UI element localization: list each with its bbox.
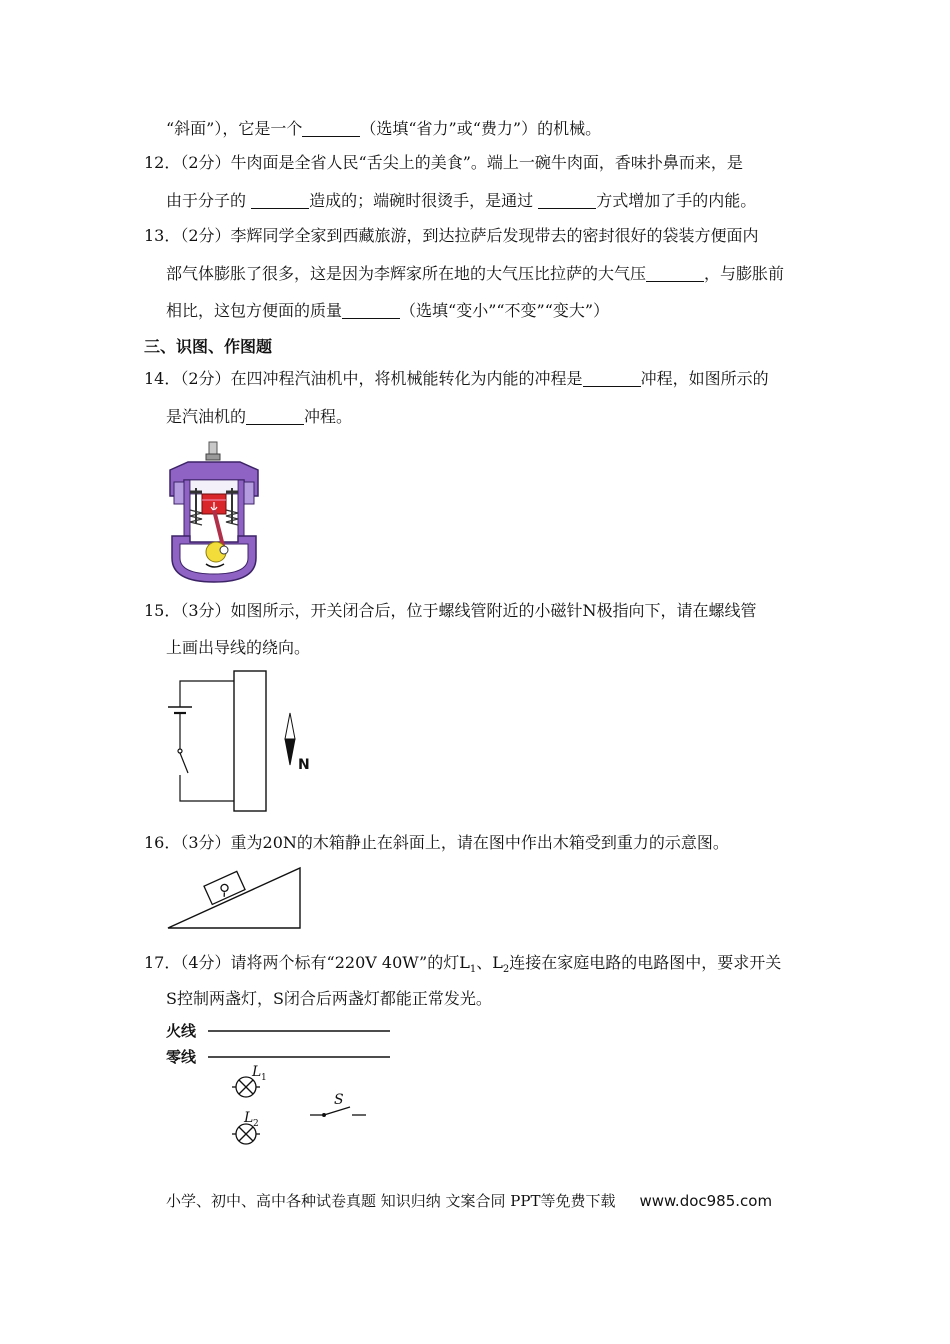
- q11-text-after: （选填“省力”或“费力”）的机械。: [360, 119, 602, 138]
- q15-line2: 上画出导线的绕向。: [166, 638, 311, 657]
- question-number: 17．: [144, 953, 181, 972]
- q17-line1: [144, 952, 781, 981]
- q13-text: （2分）李辉同学全家到西藏旅游，到达拉萨后发现带去的密封很好的袋装方便面内: [180, 226, 759, 245]
- incline-figure: [164, 860, 306, 932]
- lamp-l1-ref: L: [459, 953, 470, 972]
- q12-text-b: 造成的；端碗时很烫手，是通过: [309, 191, 539, 210]
- q17-text-a: （4分）请将两个标有“220V 40W”的灯: [180, 953, 460, 972]
- answer-blank: [646, 265, 704, 282]
- answer-blank: [302, 120, 360, 137]
- q12-text: （2分）牛肉面是全省人民“舌尖上的美食”。端上一碗牛肉面，香味扑鼻而来，是: [180, 153, 743, 172]
- lamp-l2: [232, 1110, 260, 1144]
- q13-line1: [144, 225, 759, 247]
- q14-line1: [144, 368, 769, 390]
- question-number: 14．: [144, 369, 181, 388]
- engine-cylinder-figure: [166, 440, 262, 584]
- question-number: 15．: [144, 601, 181, 620]
- separator: 、: [476, 953, 493, 972]
- lamp-l1-label-sub: 1: [261, 1073, 267, 1083]
- lamp-l2-ref: L: [492, 953, 503, 972]
- answer-blank: [538, 192, 596, 209]
- q11-line: [166, 118, 601, 140]
- question-number: 13．: [144, 226, 181, 245]
- lamp-l2-label-sub: 2: [253, 1119, 259, 1129]
- solenoid-circuit-figure: [160, 665, 330, 815]
- q17-text-b: 连接在家庭电路的电路图中，要求开关: [509, 953, 782, 972]
- q16-text: （3分）重为20N的木箱静止在斜面上，请在图中作出木箱受到重力的示意图。: [180, 833, 729, 852]
- switch-label: S: [334, 1092, 344, 1108]
- q14-text-a: （2分）在四冲程汽油机中，将机械能转化为内能的冲程是: [180, 369, 583, 388]
- lamp-l1: [232, 1064, 267, 1097]
- q13-line3: [166, 300, 609, 322]
- answer-blank: [246, 408, 304, 425]
- lamp-l2-sub: 2: [502, 964, 510, 976]
- q12-line2: [166, 190, 756, 212]
- footer: [166, 1190, 772, 1211]
- switch-s: [310, 1092, 366, 1117]
- q13-line2: [166, 263, 784, 285]
- q11-text-before: “斜面”），它是一个: [166, 119, 303, 138]
- question-number: 12．: [144, 153, 181, 172]
- q14-text-c: 是汽油机的: [166, 407, 247, 426]
- lamp-l2-label: L: [244, 1110, 254, 1126]
- q13-text-c: 相比，这包方便面的质量: [166, 301, 343, 320]
- q14-line2: [166, 406, 352, 428]
- q13-text-d: （选填“变小”“不变”“变大”）: [400, 301, 610, 320]
- footer-text: 小学、初中、高中各种试卷真题 知识归纳 文案合同 PPT等免费下载: [166, 1192, 616, 1210]
- q12-text-a: 由于分子的: [166, 191, 252, 210]
- q16-line1: [144, 832, 729, 854]
- q17-line2: S控制两盏灯，S闭合后两盏灯都能正常发光。: [166, 989, 492, 1008]
- q15-line1: [144, 600, 757, 622]
- needle-north-label: N: [298, 757, 310, 773]
- household-circuit-figure: [166, 1018, 396, 1150]
- q15-text: （3分）如图所示，开关闭合后，位于螺线管附近的小磁针N极指向下，请在螺线管: [180, 601, 757, 620]
- q14-text-b: 冲程，如图所示的: [640, 369, 769, 388]
- section-title: 三、识图、作图题: [144, 337, 273, 356]
- q12-text-c: 方式增加了手的内能。: [596, 191, 757, 210]
- q13-text-b: ，与膨胀前: [704, 264, 785, 283]
- answer-blank: [251, 192, 309, 209]
- q13-text-a: 部气体膨胀了很多，这是因为李辉家所在地的大气压比拉萨的大气压: [166, 264, 647, 283]
- answer-blank: [583, 370, 641, 387]
- question-number: 16．: [144, 833, 181, 852]
- lamp-l1-label: L: [252, 1064, 262, 1080]
- q14-text-d: 冲程。: [304, 407, 353, 426]
- neutral-wire-label: 零线: [166, 1048, 197, 1066]
- footer-url[interactable]: www.doc985.com: [639, 1192, 773, 1210]
- answer-blank: [342, 302, 400, 319]
- live-wire-label: 火线: [166, 1022, 197, 1040]
- lamp-l1-sub: 1: [469, 964, 477, 976]
- q12-line1: [144, 152, 743, 174]
